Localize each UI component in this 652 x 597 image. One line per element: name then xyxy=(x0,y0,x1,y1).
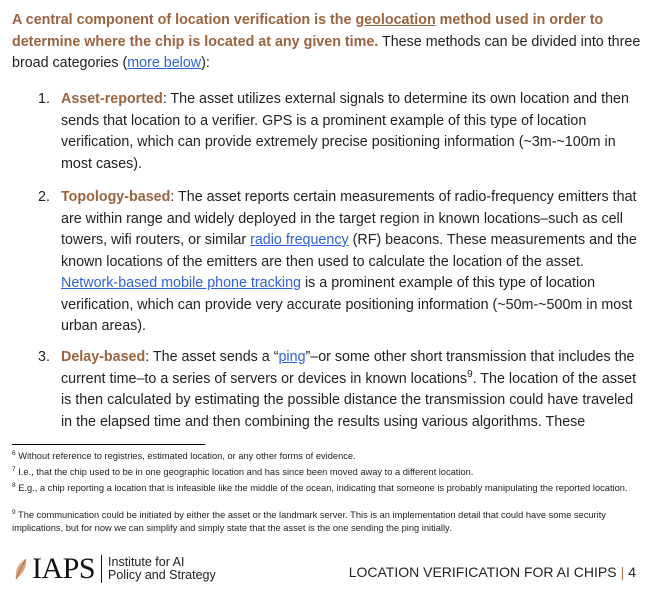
item-text: (RF) beacons. These measurements and the known locations of the emitters are then used to calculate the location of the asset. xyxy=(61,232,637,270)
mobile-tracking-link[interactable]: Network-based mobile phone tracking xyxy=(61,275,301,291)
footnote-text: Without reference to registries, estimated location, or any other forms of evidence. xyxy=(15,451,356,461)
footer-separator: | xyxy=(620,564,625,580)
org-line-1: Institute for AI xyxy=(108,554,185,569)
footnote-divider xyxy=(12,444,205,445)
item-title: Asset-reported xyxy=(61,91,163,107)
footnote-text: E.g., a chip reporting a location that is infeasible like the middle of the ocean, indicating that someone is probably manipulating the reported location. xyxy=(15,483,628,493)
logo-text: IAPS xyxy=(32,552,96,585)
document-title: LOCATION VERIFICATION FOR AI CHIPS xyxy=(348,564,617,580)
footnote-ref[interactable]: 9 xyxy=(467,368,473,380)
intro-bold-2: method used in order to determine where the chip is located at any given time. xyxy=(12,12,604,50)
footnote-9 xyxy=(12,509,642,535)
list-number: 2. xyxy=(38,189,50,205)
list-number: 1. xyxy=(38,91,50,107)
item-title: Topology-based xyxy=(61,189,171,205)
page-number: 4 xyxy=(628,564,636,580)
footnote-8 xyxy=(12,482,642,495)
intro-paragraph xyxy=(12,10,642,75)
more-below-link[interactable]: more below xyxy=(127,55,202,71)
item-text: : The asset reports certain measurements of radio-frequency emitters that are within range and widely deployed in the target region in known locations–such as cell towers, wifi routers, or similar xyxy=(61,189,637,248)
list-item-asset-reported xyxy=(61,89,641,175)
geolocation-link[interactable]: geolocation xyxy=(355,12,436,28)
list-item-topology-based xyxy=(61,187,641,338)
item-text: : The asset utilizes external signals to determine its own location and then sends that location to a verifier. GPS is a prominent example of this type of location verification, which can provide extremely precise positioning information (~3m-~100m in most cases). xyxy=(61,91,629,172)
page-footer xyxy=(349,564,636,580)
logo-divider xyxy=(101,555,102,583)
item-text: ”–or some other short transmission that includes the current time–to a series of servers or devices in known locations xyxy=(61,349,635,387)
footnote-7 xyxy=(12,466,642,479)
feather-icon xyxy=(14,558,28,580)
footnote-number: 9 xyxy=(12,508,16,516)
footnote-number: 8 xyxy=(12,481,16,489)
item-text: . The location of the asset is then calculated by estimating the possible distance the transmission could have traveled in the elapsed time and then combining the results using various algorithms. These xyxy=(61,370,637,430)
org-name xyxy=(108,556,216,583)
footnote-text: I.e., that the chip used to be in one geographic location and has since been moved away to a different location. xyxy=(15,467,474,477)
item-text: is a prominent example of this type of location verification, which can provide very accurate positioning information (~50m-~500m in most urban areas). xyxy=(61,275,633,334)
footnote-6 xyxy=(12,450,642,463)
intro-bold: A central component of location verification is the xyxy=(12,12,356,28)
ping-link[interactable]: ping xyxy=(278,349,306,365)
footnote-text: The communication could be initiated by either the asset or the landmark server. This is an implementation detail that could have some security implications, but for now we can simplify and simply state that the asset is the one sending the ping initially. xyxy=(12,510,606,533)
list-item-delay-based xyxy=(61,347,641,433)
org-line-2: Policy and Strategy xyxy=(108,568,216,582)
iaps-logo xyxy=(14,552,216,586)
footnote-number: 7 xyxy=(12,465,16,473)
radio-frequency-link[interactable]: radio frequency xyxy=(250,232,349,248)
intro-text: These methods can be divided into three broad categories ( xyxy=(12,33,641,71)
item-text: : The asset sends a “ xyxy=(145,349,279,365)
item-title: Delay-based xyxy=(61,349,146,365)
footnote-number: 6 xyxy=(12,449,16,457)
list-number: 3. xyxy=(38,349,50,365)
intro-text-2: ): xyxy=(201,55,210,71)
